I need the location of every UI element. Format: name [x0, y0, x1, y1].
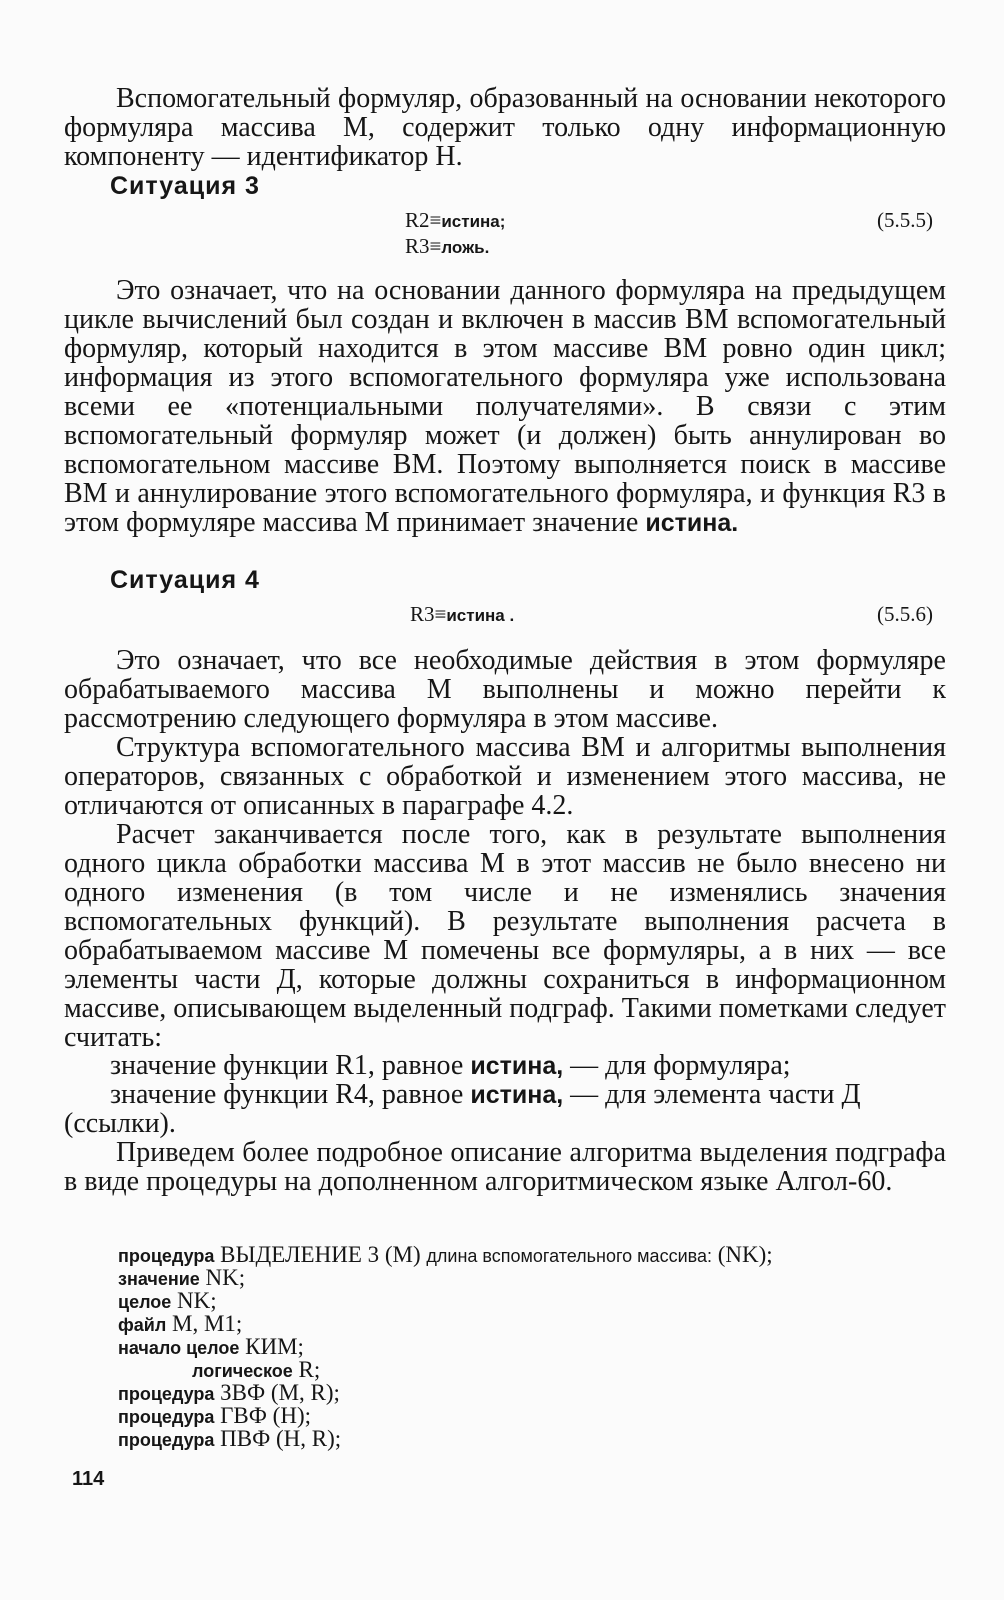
code-line: значение NK;	[118, 1265, 246, 1290]
code-line: процедура ВЫДЕЛЕНИЕ 3 (М) длина вспомогательного массива: (NK);	[118, 1242, 773, 1267]
equation-number-5-5-6: (5.5.6)	[877, 602, 933, 626]
mark-item-2-continuation: (ссылки).	[64, 1108, 176, 1139]
code-line: процедура ПВФ (Н, R);	[118, 1426, 342, 1451]
situation-4-heading: Ситуация 4	[110, 566, 260, 594]
keyword-istina: истина,	[470, 1081, 564, 1109]
code-line: процедура ГВФ (Н);	[118, 1403, 312, 1428]
paragraph-text: Вспомогательный формуляр, образованный на основании некоторого формуляра массива М, содержит только одну информационную компоненту — идентификатор Н.	[64, 83, 946, 172]
paragraph-1	[64, 84, 946, 171]
mark-text: — для формуляра;	[570, 1050, 791, 1081]
paragraph-4	[64, 733, 946, 820]
paragraph-text: Расчет заканчивается после того, как в результате выполнения одного цикла обработки массива М в этот массив не было внесено ни одного изменения (в том числе и не изменялись значения вспомогательных функций). В результате выполнения расчета в обрабатываемом массиве М помечены все формуляры, а в них — все элементы части Д, которые должны сохраниться в информационном массиве, описывающем выделенный подграф. Такими пометками следует считать:	[64, 819, 947, 1053]
formula-lhs: R3≡	[405, 234, 442, 258]
paragraph-6	[64, 1138, 946, 1196]
mark-item-1	[110, 1051, 791, 1081]
mark-text: — для элемента части Д	[570, 1079, 861, 1110]
situation-3-heading: Ситуация 3	[110, 172, 260, 200]
page-number: 114	[72, 1468, 105, 1490]
formula-lhs: R2≡	[405, 208, 442, 232]
mark-text: значение функции R1, равное	[110, 1050, 464, 1081]
paragraph-body: Это означает, что на основании данного формуляра на предыдущем цикле вычислений был создан и включен в массив ВМ вспомогательный формуляр, который находится в этом массиве ВМ ровно один цикл; информация из этого вспомогательного формуляра уже использована всеми ее «потенциальными получателями». В связи с этим вспомогательный формуляр может (и должен) быть аннулирован во вспомогательном массиве ВМ. Поэтому выполняется поиск в массиве ВМ и аннулирование этого вспомогательного формуляра, и функция R3 в этом формуляре массива М принимает значение	[64, 275, 946, 538]
paragraph-3	[64, 646, 946, 733]
code-line: логическое R;	[192, 1357, 321, 1382]
formula-5-5-6	[410, 602, 514, 628]
formula-lhs: R3≡	[410, 602, 447, 626]
paragraph-2	[64, 276, 946, 538]
code-line: начало целое КИМ;	[118, 1334, 304, 1359]
paragraph-text: Это означает, что все необходимые действия в этом формуляре обрабатываемого массива М выполнены и можно перейти к рассмотрению следующего формуляра в этом массиве.	[64, 645, 946, 734]
formula-keyword: истина;	[441, 212, 506, 231]
paragraph-5	[64, 820, 946, 1052]
paragraph-text	[64, 276, 946, 538]
keyword-istina: истина.	[645, 509, 739, 537]
equation-number-5-5-5: (5.5.5)	[877, 208, 933, 232]
mark-item-2	[110, 1080, 861, 1110]
formula-keyword: ложь.	[441, 238, 490, 257]
code-line: процедура ЗВФ (М, R);	[118, 1380, 340, 1405]
mark-text: значение функции R4, равное	[110, 1079, 464, 1110]
code-line: файл М, М1;	[118, 1311, 243, 1336]
formula-5-5-5	[405, 208, 505, 260]
paragraph-text: Структура вспомогательного массива ВМ и алгоритмы выполнения операторов, связанных с обработкой и изменением этого массива, не отличаются от описанных в параграфе 4.2.	[64, 732, 946, 821]
formula-keyword: истина .	[446, 606, 515, 625]
keyword-istina: истина,	[470, 1052, 564, 1080]
paragraph-text: Приведем более подробное описание алгоритма выделения подграфа в виде процедуры на дополненном алгоритмическом языке Алгол-60.	[64, 1137, 946, 1197]
code-line: целое NK;	[118, 1288, 217, 1313]
